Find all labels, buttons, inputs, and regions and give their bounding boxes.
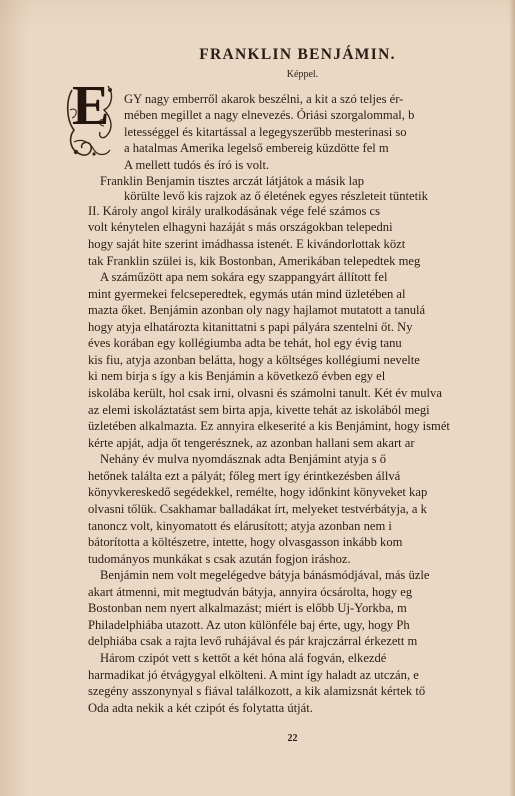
page-number: 22 bbox=[287, 733, 298, 744]
text-line: körülte levő kis rajzok az ő életének egyes részleteit tüntetik bbox=[124, 189, 428, 203]
text-line: ki nem birja s így a kis Benjámin a következő évben egy el bbox=[88, 369, 386, 383]
text-line: iskolába került, hol csak irni, olvasni és számolni tanult. Két év mulva bbox=[88, 386, 442, 400]
text-line: tanoncz volt, kinyomatott és elárusított; atyja azonban nem i bbox=[88, 519, 392, 533]
initial-letter: E bbox=[72, 75, 110, 137]
text-line: A mellett tudós és író is volt. bbox=[124, 158, 270, 172]
text-line: Bostonban nem nyert alkalmazást; miért is előbb Uj-Yorkba, m bbox=[88, 601, 407, 615]
text-line: éves korában egy kollégiumba adta be tehát, hol egy évig tanu bbox=[88, 336, 402, 350]
article-title: FRANKLIN BENJÁMIN. bbox=[199, 46, 396, 63]
text-line: Oda adta nekik a két czipót és folytatta útját. bbox=[88, 701, 313, 715]
text-line: akart átmenni, mit megtudván bátyja, annyira ócsárolta, hogy eg bbox=[88, 585, 413, 599]
text-line: Benjámin nem volt megelégedve bátyja bánásmódjával, más üzle bbox=[100, 568, 430, 582]
text-line: bátorította a költészetre, intette, hogy olvasgasson inkább kom bbox=[88, 535, 403, 549]
text-line: harmadikat jó étvágygyal elkölteni. A mint így haladt az utczán, e bbox=[88, 668, 419, 682]
text-line: A száműzött apa nem sokára egy szappangyárt állított fel bbox=[100, 270, 388, 284]
text-line: a hatalmas Amerika legelső embereig küzdötte fel m bbox=[124, 141, 389, 155]
text-line: delphiába csak a rajta levő ruhájával és pár krajczárral érkezett m bbox=[88, 634, 418, 648]
text-line: volt kénytelen elhagyni hazáját s más országokban telepedni bbox=[88, 220, 393, 234]
text-line: tak Franklin szülei is, kik Bostonban, Amerikában telepedtek meg bbox=[88, 254, 421, 268]
text-line: könyvkereskedő segédekkel, remélte, hogy időnkint könyveket kap bbox=[88, 485, 428, 499]
text-line: az elemi iskoláztatást sem birta apja, kivette tehát az iskolából megi bbox=[88, 403, 430, 417]
text-line: hogy saját hite szerint imádhassa istenét. E kivándorlottak közt bbox=[88, 237, 406, 251]
text-line: mében megillet a nagy elnevezés. Óriási szorgalommal, b bbox=[124, 108, 415, 122]
text-line: hogy atyja elhatározta kitanittatni s papi pályára szentelni őt. Ny bbox=[88, 320, 413, 334]
article-subtitle: Képpel. bbox=[286, 69, 319, 80]
text-line: GY nagy emberről akarok beszélni, a kit a szó teljes ér- bbox=[124, 92, 404, 106]
text-line: üzletében alkalmazta. Ez annyira elkeserité a kis Benjámint, hogy ismét bbox=[88, 419, 450, 433]
text-line: kis fiu, atyja azonban belátta, hogy a költséges kollégiumi nevelte bbox=[88, 353, 420, 367]
text-line: olvasni tőlük. Csakhamar balladákat írt, melyeket testvérbátyja, a k bbox=[88, 502, 427, 516]
text-line: Franklin Benjamin tisztes arczát látjátok a másik lap bbox=[100, 174, 365, 188]
text-line: Nehány év mulva nyomdásznak adta Benjámint atyja s ő bbox=[100, 452, 387, 466]
text-line: szegény asszonynyal s fiával találkozott, a kik alamizsnát kértek tő bbox=[88, 684, 426, 698]
text-line: II. Károly angol király uralkodásának vége felé számos cs bbox=[88, 204, 380, 218]
text-line: tudományos munkákat s csak azután fogjon iráshoz. bbox=[88, 552, 351, 566]
text-line: Philadelphiába utazott. Az uton különféle baj érte, ugy, hogy Ph bbox=[88, 618, 410, 632]
text-line: letességgel és kitartással a legegyszerűbb mesterinasi so bbox=[124, 125, 407, 139]
text-line: Három czipót vett s kettőt a két hóna alá fogván, elkezdé bbox=[100, 651, 387, 665]
text-line: hetőnek találta ezt a pályát; főleg mert így érintkezésben állvá bbox=[88, 469, 401, 483]
text-line: mint gyermekei felcseperedtek, egymás után mind üzletében al bbox=[88, 287, 406, 301]
text-line: kérte apját, adja őt tengerésznek, az azonban hallani sem akart ar bbox=[88, 436, 415, 450]
text-line: mazta őket. Benjámin azonban oly nagy hajlamot mutatott a tanulá bbox=[88, 303, 426, 317]
